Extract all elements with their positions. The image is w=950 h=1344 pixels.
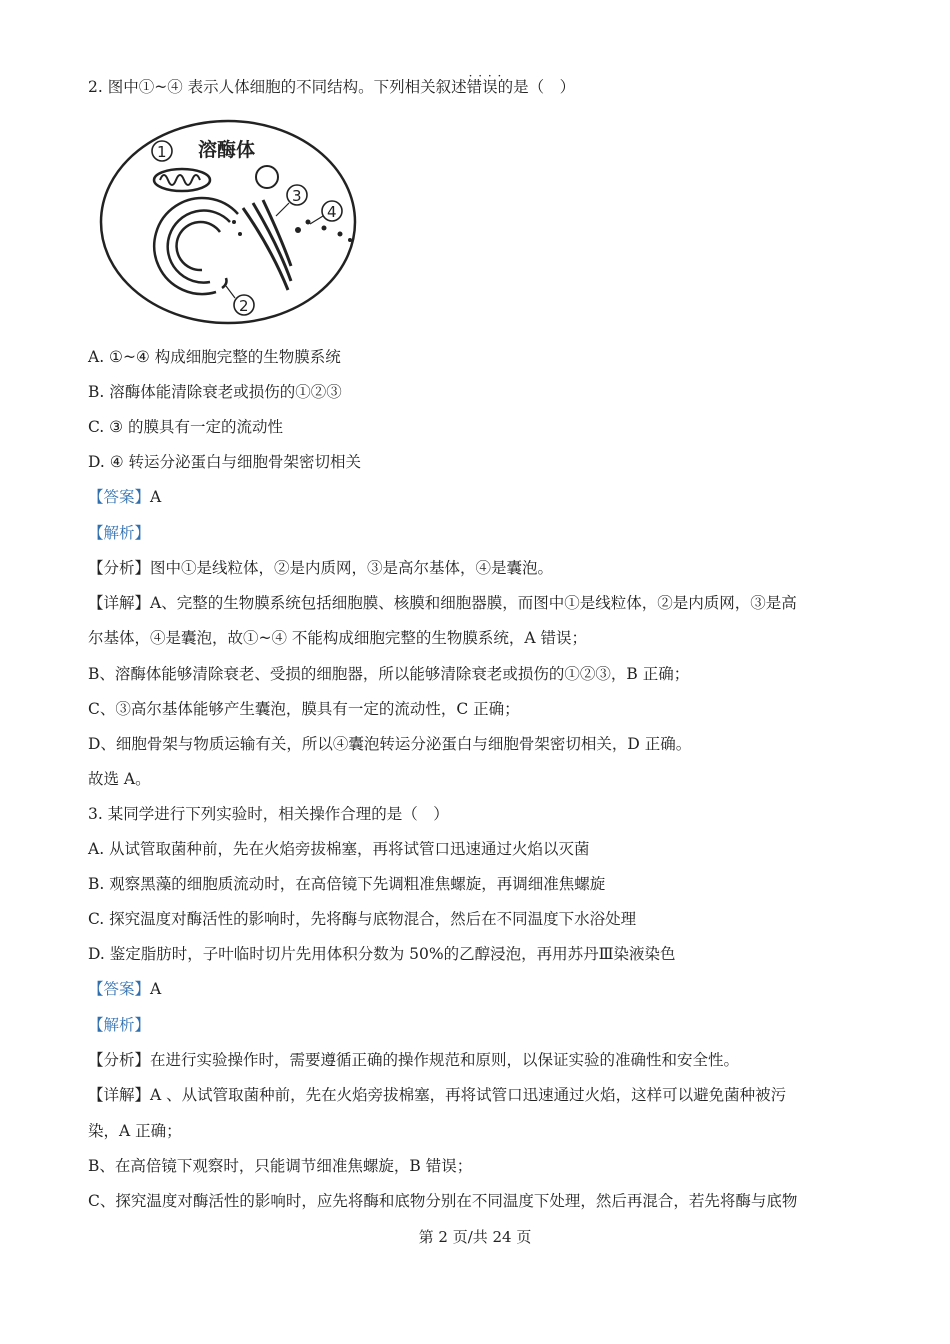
q3-fenxi-tag: 【分析】 — [88, 1051, 151, 1069]
lysosome-shape — [256, 166, 278, 188]
q3-detail-tag: 【详解】 — [88, 1086, 151, 1104]
q3-fenxi-text: 在进行实验操作时，需要遵循正确的操作规范和原则，以保证实验的准确性和安全性。 — [150, 1051, 740, 1069]
q2-stem-pre: 2. 图中①~④ 表示人体细胞的不同结构。下列相关叙述 — [88, 78, 467, 96]
q3-detail-text-1: A 、从试管取菌种前，先在火焰旁拔棉塞，再将试管口迅速通过火焰，这样可以避免菌种被污 — [150, 1086, 787, 1104]
q2-fenxi-tag: 【分析】 — [88, 559, 151, 577]
q2-stem — [88, 77, 575, 97]
q3-answer-value: A — [150, 980, 162, 998]
marker-3-digit: 3 — [292, 187, 302, 205]
q2-detail-tag: 【详解】 — [88, 594, 151, 612]
q2-answer-tag: 【答案】 — [88, 488, 151, 506]
q3-detail-line-1 — [88, 1085, 786, 1105]
q2-stem-post: 的是（ ） — [497, 78, 576, 96]
q2-conclusion: 故选 A。 — [88, 770, 151, 788]
q2-detail-line-5: D、细胞骨架与物质运输有关，所以④囊泡转运分泌蛋白与细胞骨架密切相关，D 正确。 — [88, 735, 692, 753]
q2-detail-line-1 — [88, 593, 797, 613]
marker-2-digit: 2 — [239, 297, 249, 315]
q2-detail-line-3: B、溶酶体能够清除衰老、受损的细胞器，所以能够清除衰老或损伤的①②③，B 正确； — [88, 665, 690, 683]
q3-option-b: B. 观察黑藻的细胞质流动时，在高倍镜下先调粗准焦螺旋，再调细准焦螺旋 — [88, 875, 606, 893]
q3-answer-tag: 【答案】 — [88, 980, 151, 998]
mitochondrion-shape — [154, 169, 210, 191]
q2-detail-text-1: A、完整的生物膜系统包括细胞膜、核膜和细胞器膜，而图中①是线粒体，②是内质网，③是高 — [150, 594, 797, 612]
q3-answer — [88, 979, 161, 999]
q3-fenxi — [88, 1050, 739, 1070]
vesicles-shape — [232, 220, 352, 243]
q2-detail-line-4: C、③高尔基体能够产生囊泡，膜具有一定的流动性，C 正确； — [88, 700, 520, 718]
q3-detail-line-3: B、在高倍镜下观察时，只能调节细准焦螺旋，B 错误； — [88, 1157, 473, 1175]
q2-fenxi — [88, 558, 553, 578]
q2-fenxi-text: 图中①是线粒体，②是内质网，③是高尔基体，④是囊泡。 — [150, 559, 554, 577]
endoplasmic-reticulum-shape — [154, 198, 238, 294]
q2-answer — [88, 487, 161, 507]
q3-stem: 3. 某同学进行下列实验时，相关操作合理的是（ ） — [88, 805, 449, 823]
page-footer: 第 2 页/共 24 页 — [418, 1228, 532, 1246]
q2-option-c: C. ③ 的膜具有一定的流动性 — [88, 418, 283, 436]
q2-analysis-tag: 【解析】 — [88, 524, 151, 542]
q3-option-c: C. 探究温度对酶活性的影响时，先将酶与底物混合，然后在不同温度下水浴处理 — [88, 910, 637, 928]
q2-option-d: D. ④ 转运分泌蛋白与细胞骨架密切相关 — [88, 453, 362, 471]
q2-stem-emphasis: · · · · 错误 — [467, 78, 498, 96]
marker-1-digit: 1 — [157, 143, 167, 161]
golgi-apparatus-shape — [243, 200, 291, 290]
q2-option-b: B. 溶酶体能清除衰老或损伤的①②③ — [88, 383, 342, 401]
q2-detail-line-2: 尔基体，④是囊泡，故①~④ 不能构成细胞完整的生物膜系统，A 错误； — [88, 629, 588, 647]
lysosome-label: 溶酶体 — [198, 139, 256, 161]
q3-analysis-tag: 【解析】 — [88, 1016, 151, 1034]
q3-option-d: D. 鉴定脂肪时，子叶临时切片先用体积分数为 50%的乙醇浸泡，再用苏丹Ⅲ染液染色 — [88, 945, 676, 963]
q2-answer-value: A — [150, 488, 162, 506]
cell-structure-figure — [98, 118, 360, 328]
marker-4-digit: 4 — [327, 203, 337, 221]
q3-detail-line-2: 染，A 正确； — [88, 1122, 182, 1140]
q2-option-a: A. ①~④ 构成细胞完整的生物膜系统 — [88, 348, 341, 366]
q3-option-a: A. 从试管取菌种前，先在火焰旁拔棉塞，再将试管口迅速通过火焰以灭菌 — [88, 840, 590, 858]
q3-detail-line-4: C、探究温度对酶活性的影响时，应先将酶和底物分别在不同温度下处理，然后再混合，若先将酶与底物 — [88, 1192, 798, 1210]
